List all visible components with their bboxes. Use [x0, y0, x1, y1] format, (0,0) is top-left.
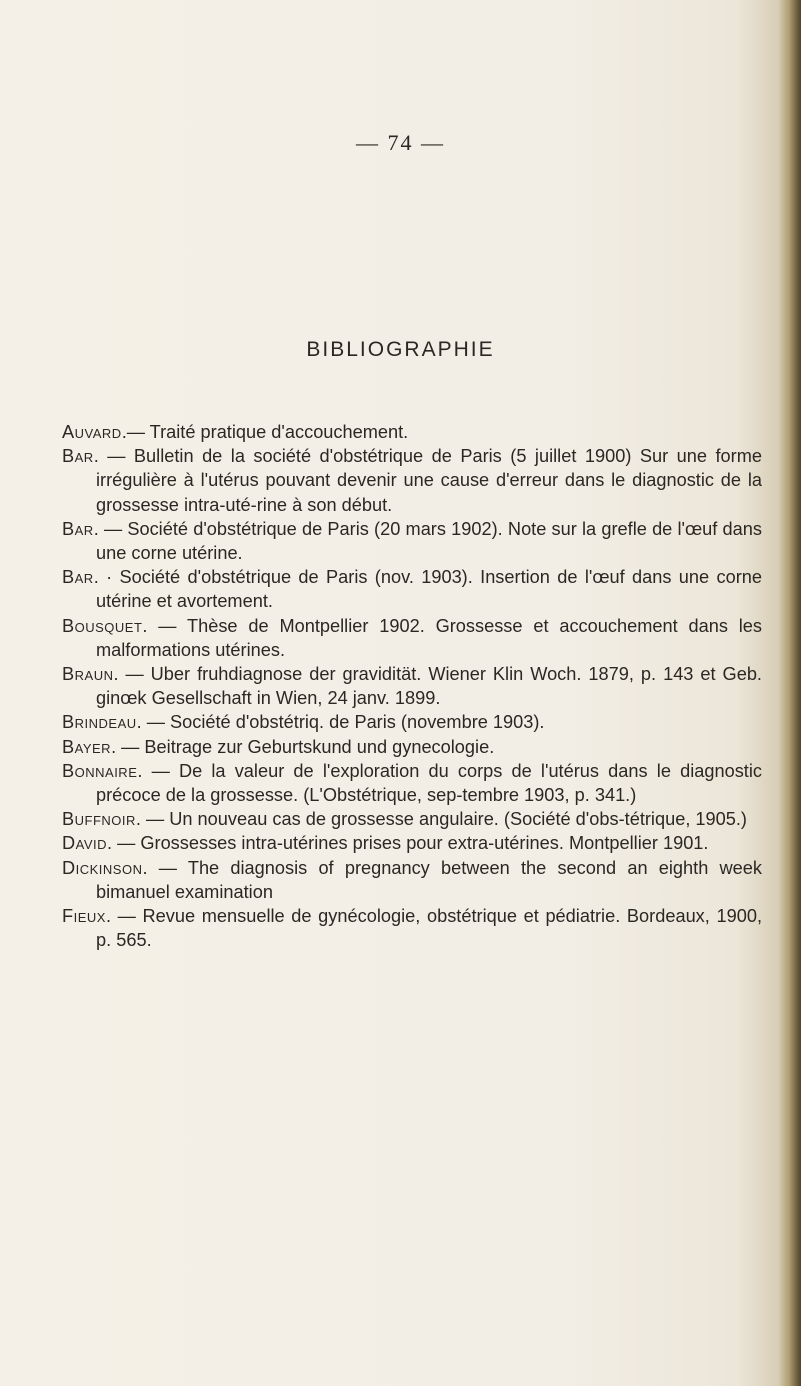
bibliography-entry	[62, 904, 762, 952]
bibliography-entry	[62, 565, 762, 613]
entry-text: . — De la valeur de l'exploration du corps de l'utérus dans le diagnostic précoce de la grossesse. (L'Obstétrique, sep-tembre 1903, p. 341.)	[96, 760, 762, 806]
bibliography-entry	[62, 517, 762, 565]
entry-text: . — Uber fruhdiagnose der gravidität. Wiener Klin Woch. 1879, p. 143 et Geb. ginœk Gesellschaft in Wien, 24 janv. 1899.	[96, 664, 762, 709]
entry-author: Braun	[62, 664, 114, 685]
entry-author: Bayer	[62, 736, 112, 757]
entry-author: Fieux	[62, 906, 106, 927]
section-title: BIBLIOGRAPHIE	[306, 338, 495, 361]
bibliography-entry	[62, 759, 762, 807]
entry-text: . — Un nouveau cas de grossesse angulaire. (Société d'obs-tétrique, 1905.)	[135, 809, 747, 830]
bibliography-entry	[62, 856, 762, 904]
bibliography-list	[62, 420, 762, 952]
entry-author: Bar	[62, 518, 94, 539]
bibliography-entry	[62, 444, 762, 517]
page-number: — 74 —	[356, 130, 445, 155]
entry-author: Bar	[62, 446, 94, 467]
entry-text: . — Bulletin de la société d'obstétrique de Paris (5 juillet 1900) Sur une forme irrégulière à l'utérus pouvant devenir une cause d'erreur dans le diagnostic de la grossesse intra-uté-rine à son début.	[93, 446, 762, 515]
entry-text: . — Société d'obstétrique de Paris (20 mars 1902). Note sur la grefle de l'œuf dans une corne utérine.	[93, 518, 762, 564]
bibliography-entry	[62, 614, 762, 662]
bibliography-entry	[62, 735, 762, 759]
entry-author: Bousquet	[62, 615, 143, 636]
entry-author: Auvard	[62, 422, 122, 442]
entry-text: .— Traité pratique d'accouchement.	[121, 422, 409, 442]
bibliography-entry	[62, 662, 762, 710]
bibliography-entry	[62, 710, 762, 734]
entry-author: Brindeau	[62, 712, 137, 733]
entry-author: Buffnoir	[62, 809, 136, 830]
entry-text: . · Société d'obstétrique de Paris (nov. 1903). Insertion de l'œuf dans une corne utérine et avortement.	[93, 567, 762, 612]
entry-text: . — Grossesses intra-utérines prises pour extra-utérines. Montpellier 1901.	[107, 833, 709, 854]
entry-text: . — Revue mensuelle de gynécologie, obstétrique et pédiatrie. Bordeaux, 1900, p. 565.	[96, 906, 762, 951]
bibliography-entry	[62, 831, 762, 855]
entry-author: Bonnaire	[62, 760, 138, 781]
entry-text: . — Société d'obstétriq. de Paris (novembre 1903).	[136, 712, 545, 733]
bibliography-entry	[62, 420, 762, 444]
entry-author: Bar	[62, 567, 94, 588]
bibliography-entry	[62, 807, 762, 831]
page-edge-shadow	[779, 0, 801, 1386]
entry-text: . — Thèse de Montpellier 1902. Grossesse et accouchement dans les malformations utérines.	[96, 615, 762, 660]
entry-text: . — The diagnosis of pregnancy between the second an eighth week bimanuel examination	[96, 857, 762, 902]
entry-author: David	[62, 833, 108, 854]
entry-author: Dickinson	[62, 857, 143, 878]
entry-text: . — Beitrage zur Geburtskund und gynecologie.	[111, 736, 495, 757]
